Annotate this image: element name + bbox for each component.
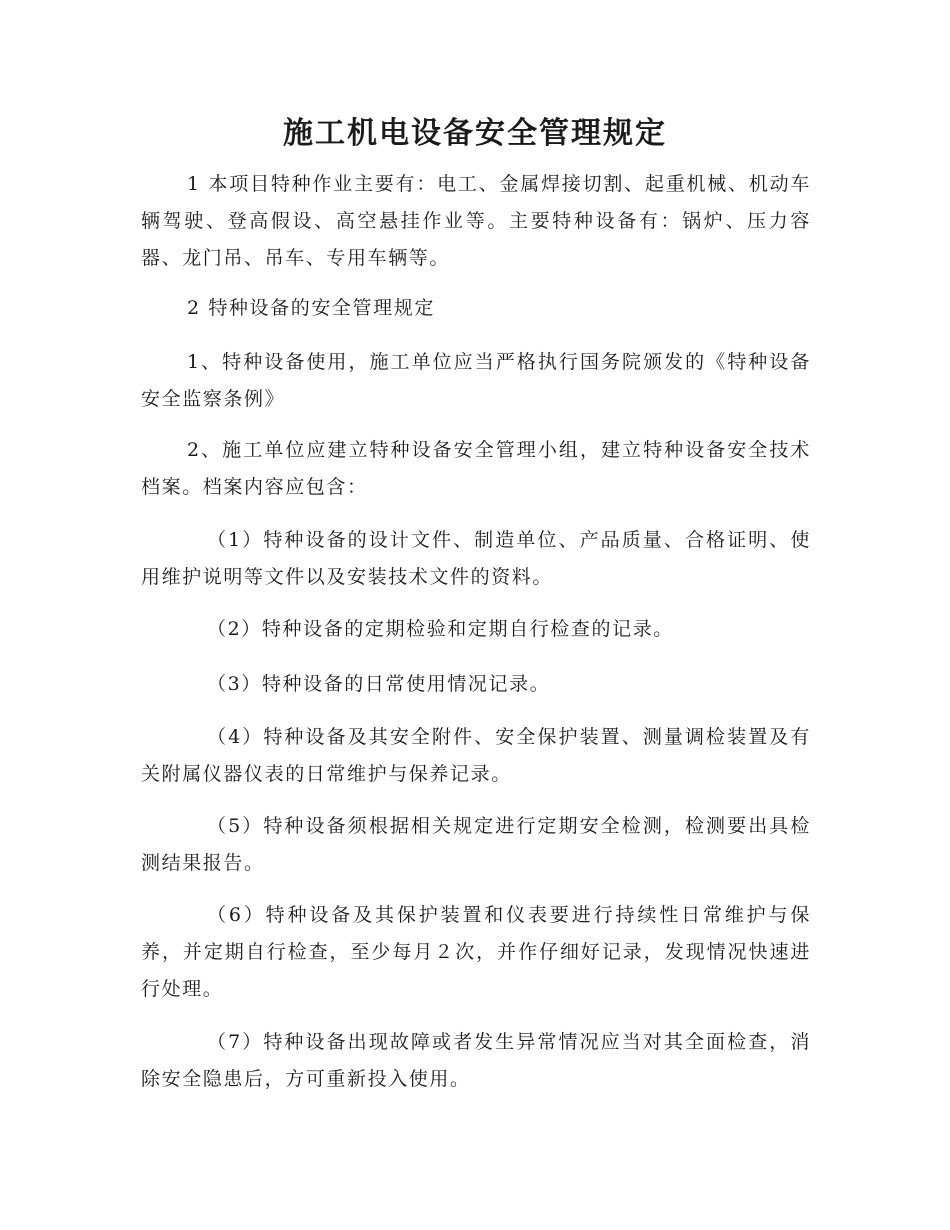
paragraph-subitem-2: （2）特种设备的定期检验和定期自行检查的记录。: [207, 618, 674, 640]
paragraph-subitem-3: （3）特种设备的日常使用情况记录。: [207, 673, 551, 695]
paragraph-item-1: 1、特种设备使用，施工单位应当严格执行国务院颁发的《特种设备安全监察条例》: [141, 351, 811, 410]
paragraph-subitem-4: （4）特种设备及其安全附件、安全保护装置、测量调检装置及有关附属仪器仪表的日常维护与保养记录。: [141, 726, 811, 785]
paragraph-item-2: 2、施工单位应建立特种设备安全管理小组，建立特种设备安全技术档案。档案内容应包含：: [141, 439, 811, 498]
paragraph-subitem-5: （5）特种设备须根据相关规定进行定期安全检测，检测要出具检测结果报告。: [141, 815, 811, 874]
paragraph-special-operations: 1 本项目特种作业主要有：电工、金属焊接切割、起重机械、机动车辆驾驶、登高假设、高空悬挂作业等。主要特种设备有：锅炉、压力容器、龙门吊、吊车、专用车辆等。: [141, 173, 811, 269]
paragraph-section-2-heading: 2 特种设备的安全管理规定: [187, 297, 435, 319]
paragraph-subitem-1: （1）特种设备的设计文件、制造单位、产品质量、合格证明、使用维护说明等文件以及安装技术文件的资料。: [141, 529, 811, 588]
paragraph-subitem-6: （6）特种设备及其保护装置和仪表要进行持续性日常维护与保养，并定期自行检查，至少每月２次，并作仔细好记录，发现情况快速进行处理。: [141, 904, 811, 1000]
document-title: 施工机电设备安全管理规定: [283, 116, 667, 151]
paragraph-subitem-7: （7）特种设备出现故障或者发生异常情况应当对其全面检查，消除安全隐患后，方可重新投入使用。: [141, 1031, 811, 1090]
